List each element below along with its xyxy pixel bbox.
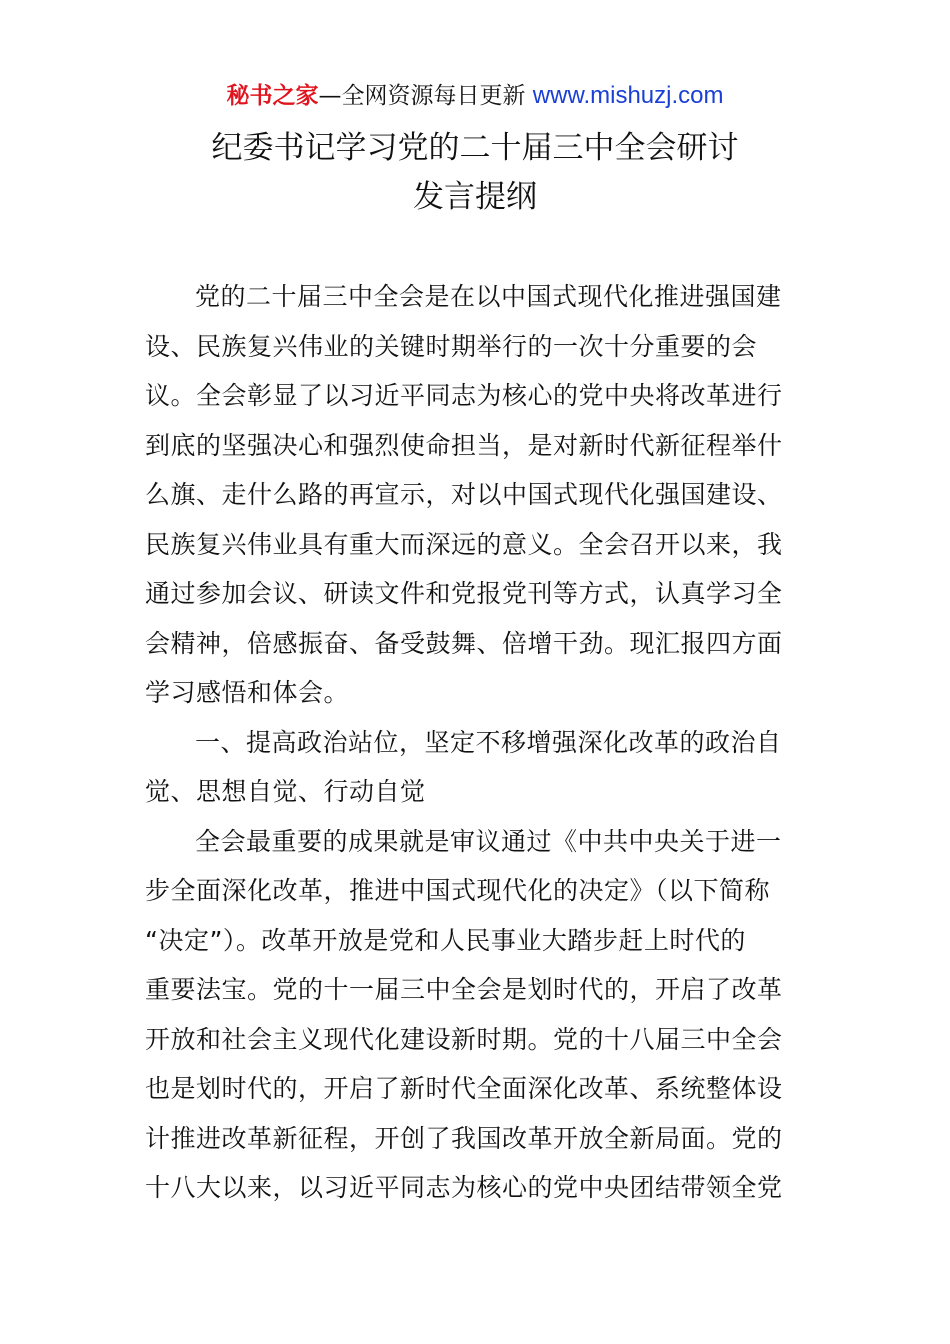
paragraph-line: 全会最重要的成果就是审议通过《中共中央关于进一 (195, 826, 782, 856)
site-brand: 秘书之家 (226, 83, 319, 109)
paragraph-line: 到底的坚强决心和强烈使命担当，是对新时代新征程举什 (145, 430, 783, 460)
paragraph-line: 十八大以来，以习近平同志为核心的党中央团结带领全党 (145, 1173, 783, 1202)
paragraph-line: 议。全会彰显了以习近平同志为核心的党中央将改革进行 (145, 381, 783, 410)
paragraph-line: 么旗、走什么路的再宣示，对以中国式现代化强国建设、 (145, 480, 783, 509)
paragraph-line: “决定”）。改革开放是党和人民事业大踏步赶上时代的 (145, 925, 746, 955)
paragraph-line: 民族复兴伟业具有重大而深远的意义。全会召开以来，我 (145, 529, 783, 559)
paragraph-line: 重要法宝。党的十一届三中全会是划时代的，开启了改革 (145, 975, 783, 1004)
paragraph-line: 党的二十届三中全会是在以中国式现代化推进强国建 (195, 282, 782, 311)
paragraph-line: 也是划时代的，开启了新时代全面深化改革、系统整体设 (145, 1074, 783, 1103)
paragraph-line: 学习感悟和体会。 (145, 678, 350, 707)
paragraph-line: 会精神，倍感振奋、备受鼓舞、倍增干劲。现汇报四方面 (145, 628, 783, 658)
paragraph-line: 计推进改革新征程，开创了我国改革开放全新局面。党的 (145, 1123, 783, 1153)
paragraph-line: 通过参加会议、研读文件和党报党刊等方式，认真学习全 (145, 579, 783, 608)
section-heading-line: 一、提高政治站位，坚定不移增强深化改革的政治自 (195, 727, 782, 757)
site-url-link[interactable]: www.mishuzj.com (532, 82, 724, 109)
paragraph-line: 设、民族复兴伟业的关键时期举行的一次十分重要的会 (145, 331, 758, 361)
site-header (0, 80, 950, 112)
site-tagline: —全网资源每日更新 (318, 83, 533, 109)
paragraph-line: 开放和社会主义现代化建设新时期。党的十八届三中全会 (145, 1024, 783, 1054)
document-title-line-2: 发言提纲 (413, 179, 537, 215)
document-title-line-1: 纪委书记学习党的二十届三中全会研讨 (211, 130, 739, 166)
paragraph-line: 步全面深化改革，推进中国式现代化的决定》（以下简称 (145, 876, 771, 905)
document-body (145, 272, 805, 1213)
section-heading-line: 觉、思想自觉、行动自觉 (145, 777, 426, 806)
